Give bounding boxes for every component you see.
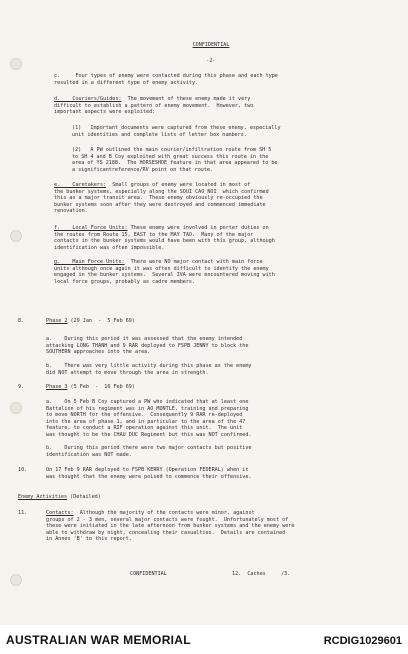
paragraph-f <box>54 225 386 251</box>
phase-3-heading: Phase 3 <box>46 384 68 390</box>
paragraph-9a: a. On 5 Feb B Coy captured a PW who indicated that at least one Battalion of his regiment was in AO MONTLE, training and preparing to move NORTH for the offensive. Consequently 9 RAR re-deployed into the area of phase 1, and in particular to the area of the 47 feature, to conduct a RIF operation against this unit. The unit was thought to be the CHAU DUC Regiment but this was NOT confirmed. <box>46 399 252 438</box>
classification-bottom: CONFIDENTIAL <box>130 571 167 577</box>
archive-name: AUSTRALIAN WAR MEMORIAL <box>6 633 191 647</box>
contacts-body: Although the majority of the contacts were minor, against groups of 2 - 3 men, several major contacts were fought. Unfortunately most of these were initiated in the late afternoon from bunker systems and the enemy were able to withdraw by night, concealing their casualties. Details are contained in Annex 'B' to this report. <box>46 510 295 543</box>
paragraph-10-number: 10. <box>18 467 28 473</box>
paragraph-e-heading: e. Caretakers: <box>54 182 107 188</box>
enemy-activities-note: (Detailed) <box>67 494 101 500</box>
phase-2-dates: (29 Jan - 5 Feb 69) <box>67 318 135 324</box>
paragraph-d-body: The movement of these enemy made it very difficult to establish a pattern of enemy movement. However, two important aspects were exploited: <box>54 96 254 116</box>
phase-3-dates: (5 Feb - 16 Feb 69) <box>67 384 135 390</box>
paragraph-g-body: There were NO major contact with main force units although once again it was often difficult to identify the enemy engaged in the bunker systems. Several IVA were encountered moving with local force groups, probably as cadre members. <box>54 259 275 285</box>
paragraph-11 <box>46 510 386 543</box>
paragraph-e-body: Small groups of enemy were located in most of the bunker systems, especially along the SOUI CAO NOI which confirmed this as a major transit area. These enemy obviously re-occupied the bunker systems soon after they were destroyed and commenced immediate renovation. <box>54 182 269 215</box>
binder-hole <box>10 574 22 586</box>
paragraph-9-number: 9. <box>18 384 25 390</box>
catchword: 12. Caches /3. <box>232 571 291 577</box>
binder-hole <box>10 58 22 70</box>
paragraph-10: On 17 Feb 9 RAR deployed to FSPB KERRY (Operation FEDERAL) when it was thought that the enemy were poised to commence their offensive. <box>46 467 252 480</box>
binder-hole <box>10 402 22 414</box>
paragraph-9b: b. During this period there were two major contacts but positive identification was NOT made. <box>46 445 252 458</box>
paragraph-f-body: These enemy were involved in porter duties on the routes from Route 15, EAST to the MAY TAO. Many of the major contacts in the bunker systems would have been with this group, although identification was often impossible. <box>54 225 275 251</box>
paragraph-d-heading: d. Couriers/Guides: <box>54 96 122 102</box>
binder-holes <box>10 0 22 625</box>
classification-top: CONFIDENTIAL <box>192 42 230 48</box>
paragraph-8b: b. There was very little activity during this phase as the enemy did NOT attempt to move through the area in strength. <box>46 363 252 376</box>
paragraph-8a: a. During this period it was assessed that the enemy intended attacking LONG THANH and 9 RAR deployed to FSPB JENNY to block the SOUTHERN approaches into the area. <box>46 336 249 356</box>
enemy-activities-heading-line <box>18 494 386 501</box>
paragraph-d <box>54 96 386 116</box>
archive-reference: RCDIG1029601 <box>323 635 402 647</box>
paragraph-d1: (1) Important documents were captured from these enemy, especially unit identities and complete lists of letter box numbers. <box>72 125 281 138</box>
paragraph-g <box>54 259 386 285</box>
paragraph-e <box>54 182 386 215</box>
paragraph-d2: (2) A PW outlined the main courier/infiltration route from SH 5 to SH 4 and B Coy exploited with great success this route in the area of YS 2188. The HORSESHOE feature in that area appeared to be a significantreference/RV point on that route. <box>72 147 278 173</box>
paragraph-8-heading-line <box>46 318 386 325</box>
paragraph-g-heading: g. Main Force Units: <box>54 259 125 265</box>
paragraph-11-number: 11. <box>18 510 28 516</box>
paragraph-8-number: 8. <box>18 318 25 324</box>
enemy-activities-heading: Enemy Activities <box>18 494 68 500</box>
binder-hole <box>10 230 22 242</box>
contacts-heading: Contacts: <box>46 510 74 516</box>
paragraph-f-heading: f. Local Force Units: <box>54 225 128 231</box>
phase-2-heading: Phase 2 <box>46 318 68 324</box>
page-number: -2- <box>206 58 216 64</box>
paragraph-c: c. Four types of enemy were contacted during this phase and each type resulted in a different type of enemy activity. <box>54 73 278 86</box>
paragraph-9-heading-line <box>46 384 386 391</box>
